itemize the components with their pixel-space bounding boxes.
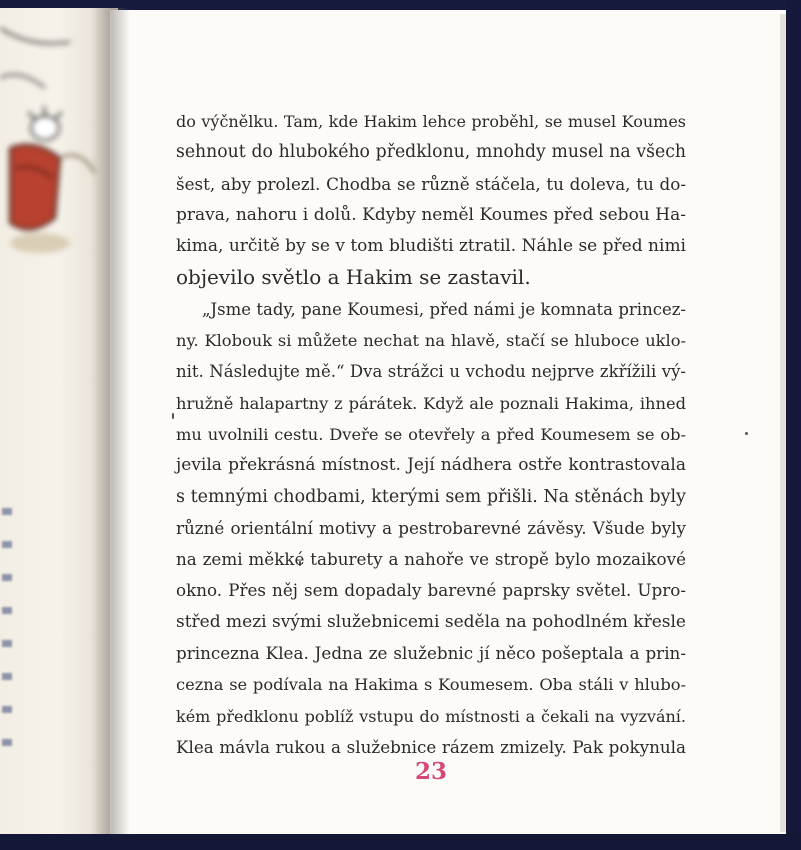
bleed-through-marks — [2, 508, 14, 748]
paragraph-2 — [176, 294, 686, 763]
gutter-shadow — [90, 8, 130, 834]
text-line: kém předklonu poblíž vstupu do místnosti a čekali na vyzvání. — [176, 706, 686, 726]
text-line: ny. Klobouk si můžete nechat na hlavě, stačí se hluboce uklo- — [176, 331, 686, 351]
text-line: „Jsme tady, pane Koumesi, před námi je komnata princez- — [202, 299, 686, 319]
text-line: Klea mávla rukou a služebnice rázem zmizely. Pak pokynula — [176, 736, 686, 757]
book-cover-bottom-edge — [0, 832, 801, 850]
text-line: cezna se podívala na Hakima s Koumesem. Oba stáli v hlubo- — [176, 675, 686, 695]
text-line: s temnými chodbami, kterými sem přišli. Na stěnách byly — [176, 486, 686, 507]
dust-speck — [172, 413, 174, 419]
text-line: hružně halapartny z párátek. Když ale poznali Hakima, ihned — [176, 393, 686, 413]
text-line: střed mezi svými služebnicemi seděla na pohodlném křesle — [176, 611, 686, 632]
dust-speck — [745, 432, 748, 435]
text-line: princezna Klea. Jedna ze služebnic jí něco pošeptala a prin- — [176, 643, 686, 664]
text-line: do výčnělku. Tam, kde Hakim lehce proběhl, se musel Koumes — [176, 112, 686, 131]
page-number: 23 — [414, 758, 447, 785]
text-line: různé orientální motivy a pestrobarevné závěsy. Všude byly — [176, 517, 686, 538]
text-line: prava, nahoru i dolů. Kdyby neměl Koumes před sebou Ha- — [176, 204, 686, 225]
text-line: okno. Přes něj sem dopadaly barevné paprsky světel. Upro- — [176, 580, 686, 601]
text-line: sehnout do hlubokého předklonu, mnohdy musel na všech — [176, 142, 686, 163]
text-line: šest, aby prolezl. Chodba se různě stáčela, tu doleva, tu do- — [176, 173, 686, 194]
text-line: na zemi měkké taburety a nahoře ve stropě bylo mozaikové — [176, 549, 686, 570]
text-line: jevila překrásná místnost. Její nádhera ostře kontrastovala — [176, 455, 686, 476]
body-text — [176, 106, 686, 763]
text-line: nit. Následujte mě.“ Dva strážci u vchodu nejprve zkřížili vý- — [176, 362, 686, 382]
paragraph-1 — [176, 106, 686, 294]
page-stack-edge — [780, 14, 786, 832]
text-line: kima, určitě by se v tom bludišti ztratil. Náhle se před nimi — [176, 236, 686, 257]
text-line: mu uvolnili cestu. Dveře se otevřely a před Koumesem se ob- — [176, 424, 686, 444]
book-cover-right-edge — [786, 0, 801, 850]
text-line: objevilo světlo a Hakim se zastavil. — [176, 265, 531, 290]
